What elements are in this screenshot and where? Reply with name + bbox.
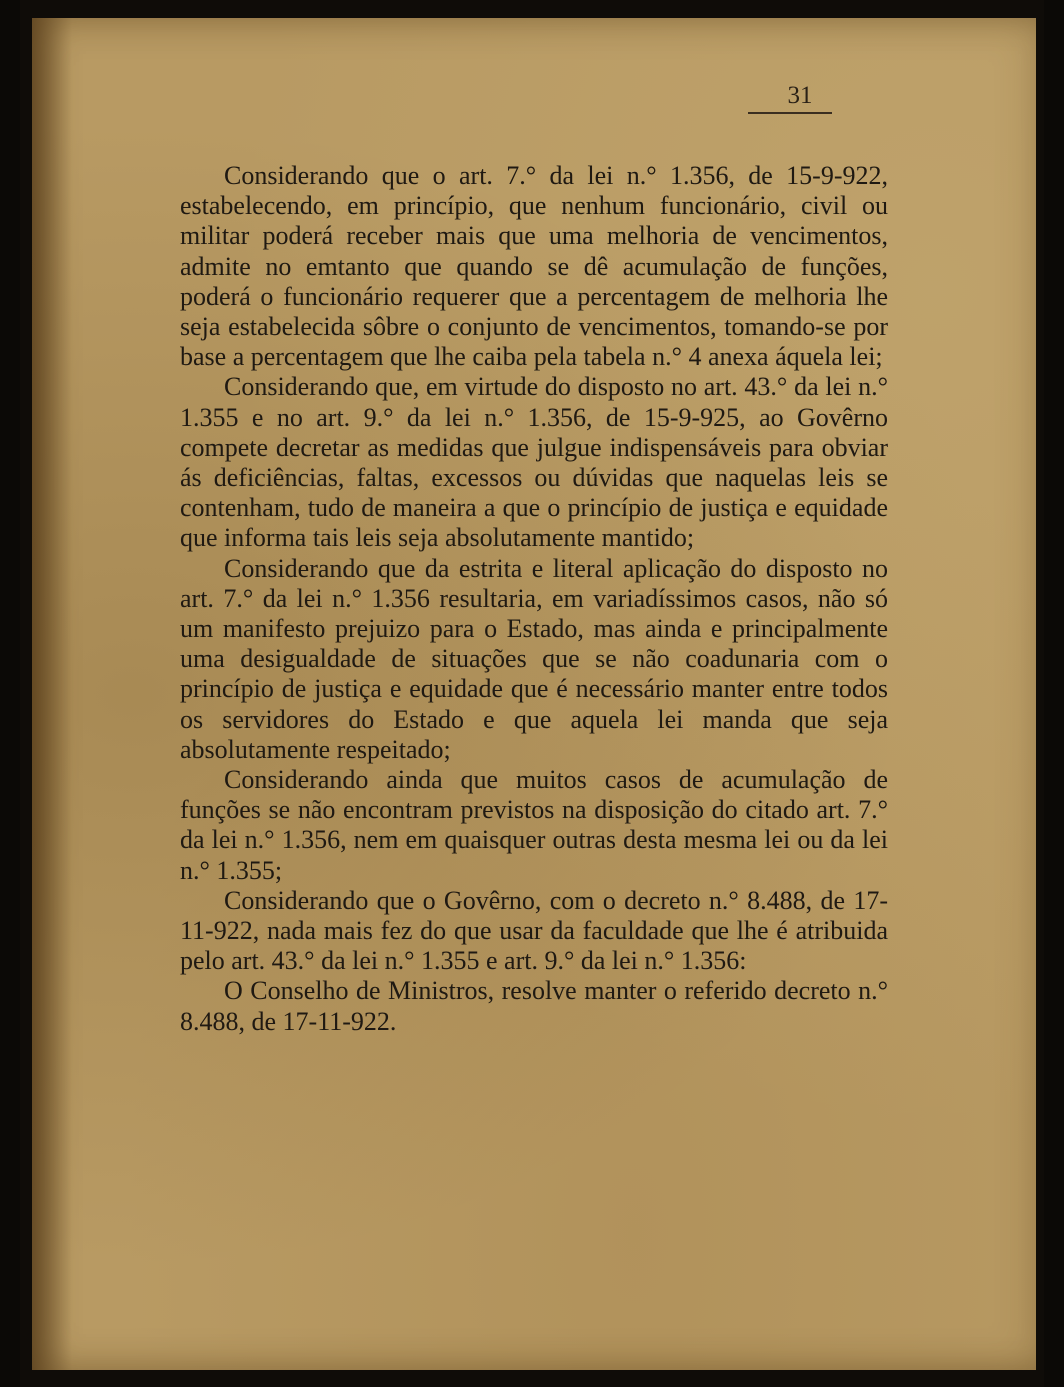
paragraph-5: Considerando que o Govêrno, com o decreto n.° 8.488, de 17-11-922, nada mais fez do que usar da faculdade que lhe é atribuida pelo art. 43.° da lei n.° 1.355 e art. 9.° da lei n.° 1.356: xyxy=(180,885,888,976)
paragraph-3: Considerando que da estrita e literal aplicação do disposto no art. 7.° da lei n.° 1.356 resultaria, em variadíssimos casos, não só um manifesto prejuizo para o Estado, mas ainda e principalmente uma desigualdade de situações que se não coadunaria com o princípio de justiça e equidade que é necessário manter entre todos os servidores do Estado e que aquela lei manda que seja absolutamente respeitado; xyxy=(180,553,888,764)
paragraph-4: Considerando ainda que muitos casos de acumulação de funções se não encontram previstos na disposição do citado art. 7.° da lei n.° 1.356, nem em quaisquer outras desta mesma lei ou da lei n.° 1.355; xyxy=(180,765,888,885)
paragraph-1: Considerando que o art. 7.° da lei n.° 1.356, de 15-9-922, estabelecendo, em princípio, que nenhum funcionário, civil ou militar poderá receber mais que uma melhoria de vencimentos, admite no emtanto que quando se dê acumulação de funções, poderá o funcionário requerer que a percentagem de melhoria lhe seja estabelecida sôbre o conjunto de vencimentos, tomando-se por base a percentagem que lhe caiba pela tabela n.° 4 anexa áquela lei; xyxy=(180,161,888,372)
paragraph-6: O Conselho de Ministros, resolve manter o referido decreto n.° 8.488, de 17-11-922. xyxy=(180,976,888,1036)
page-number: 31 xyxy=(787,82,813,109)
page-spine-shadow xyxy=(32,18,72,1370)
paragraph-2: Considerando que, em virtude do disposto no art. 43.° da lei n.° 1.355 e no art. 9.° da lei n.° 1.356, de 15-9-925, ao Govêrno compete decretar as medidas que julgue indispensáveis para obviar ás deficiências, faltas, excessos ou dúvidas que naquelas leis se contenham, tudo de maneira a que o princípio de justiça e equidade que informa tais leis seja absolutamente mantido; xyxy=(180,372,888,553)
document-body xyxy=(180,161,888,1037)
page-number-rule xyxy=(748,112,832,114)
